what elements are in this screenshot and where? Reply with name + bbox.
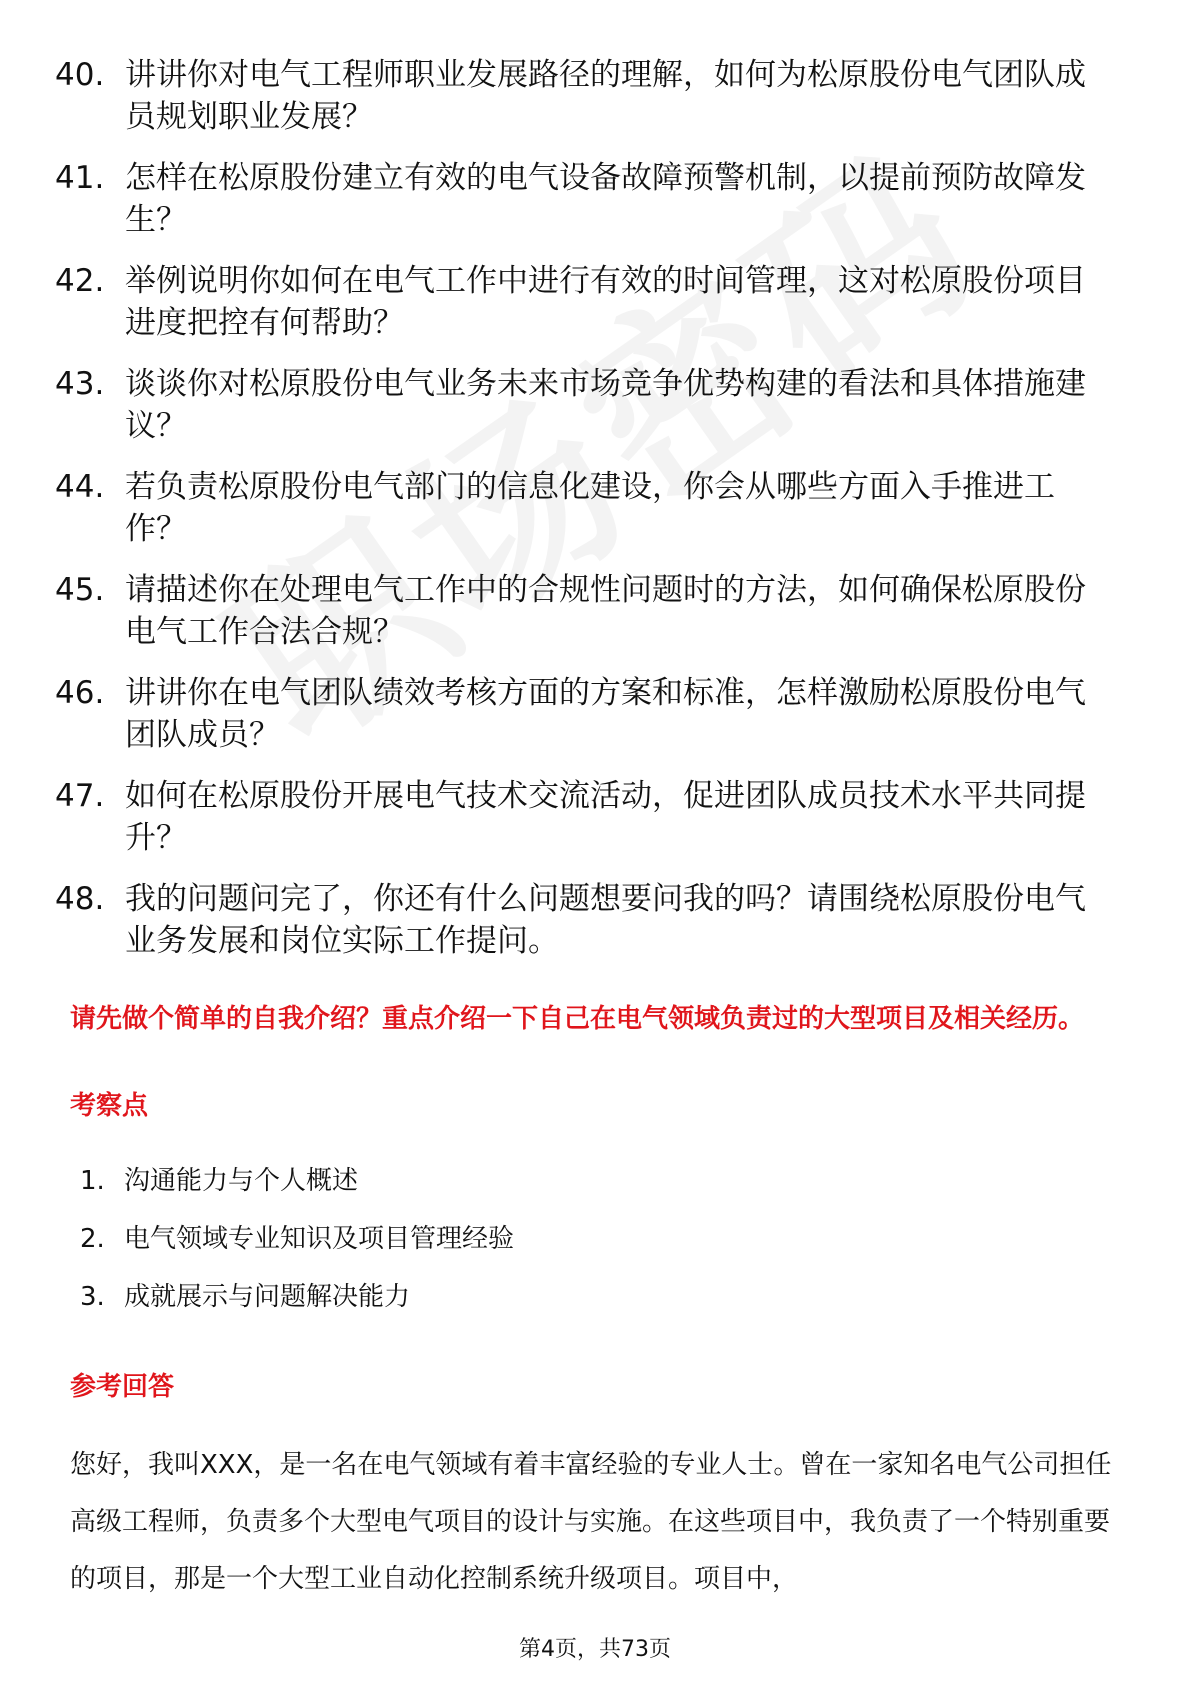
question-text: 讲讲你在电气团队绩效考核方面的方案和标准，怎样激励松原股份电气团队成员？	[125, 675, 1086, 753]
question-item	[55, 775, 1130, 859]
question-number: 48.	[55, 881, 105, 917]
question-text: 请描述你在处理电气工作中的合规性问题时的方法，如何确保松原股份电气工作合法合规？	[125, 572, 1086, 650]
focus-point-number: 1.	[80, 1166, 105, 1196]
question-number: 44.	[55, 469, 105, 505]
question-item	[55, 54, 1130, 138]
question-text: 举例说明你如何在电气工作中进行有效的时间管理，这对松原股份项目进度把控有何帮助？	[125, 263, 1086, 341]
focus-point-number: 3.	[80, 1282, 105, 1312]
focus-point-number: 2.	[80, 1224, 105, 1254]
question-number: 40.	[55, 57, 105, 93]
question-number: 43.	[55, 366, 105, 402]
question-text: 我的问题问完了，你还有什么问题想要问我的吗？请围绕松原股份电气业务发展和岗位实际工作提问。	[125, 881, 1086, 959]
question-text: 讲讲你对电气工程师职业发展路径的理解，如何为松原股份电气团队成员规划职业发展？	[125, 57, 1086, 135]
section-question-heading: 请先做个简单的自我介绍？重点介绍一下自己在电气领域负责过的大型项目及相关经历。	[70, 1004, 1085, 1034]
question-text: 怎样在松原股份建立有效的电气设备故障预警机制，以提前预防故障发生？	[125, 160, 1086, 238]
focus-point-text: 沟通能力与个人概述	[124, 1166, 359, 1196]
question-text: 如何在松原股份开展电气技术交流活动，促进团队成员技术水平共同提升？	[125, 778, 1086, 856]
question-item	[55, 569, 1130, 653]
answer-label: 参考回答	[70, 1372, 175, 1402]
question-item	[55, 672, 1130, 756]
focus-label: 考察点	[70, 1091, 149, 1121]
question-list	[55, 54, 1130, 981]
focus-point	[80, 1221, 1130, 1257]
question-item	[55, 260, 1130, 344]
answer-text: 您好，我叫XXX，是一名在电气领域有着丰富经验的专业人士。曾在一家知名电气公司担任高级工程师，负责多个大型电气项目的设计与实施。在这些项目中，我负责了一个特别重要的项目，那是一个大型工业自动化控制系统升级项目。项目中，	[70, 1450, 1112, 1594]
question-number: 47.	[55, 778, 105, 814]
question-item	[55, 157, 1130, 241]
question-number: 45.	[55, 572, 105, 608]
focus-point-list	[80, 1163, 1130, 1337]
focus-point	[80, 1163, 1130, 1199]
question-item	[55, 466, 1130, 550]
question-item	[55, 363, 1130, 447]
focus-point	[80, 1279, 1130, 1315]
question-number: 42.	[55, 263, 105, 299]
question-number: 46.	[55, 675, 105, 711]
question-text: 若负责松原股份电气部门的信息化建设，你会从哪些方面入手推进工作？	[125, 469, 1055, 547]
question-text: 谈谈你对松原股份电气业务未来市场竞争优势构建的看法和具体措施建议？	[125, 366, 1086, 444]
question-item	[55, 878, 1130, 962]
question-number: 41.	[55, 160, 105, 196]
focus-point-text: 电气领域专业知识及项目管理经验	[124, 1224, 515, 1254]
page-footer: 第4页，共73页	[519, 1637, 671, 1662]
focus-point-text: 成就展示与问题解决能力	[124, 1282, 411, 1312]
